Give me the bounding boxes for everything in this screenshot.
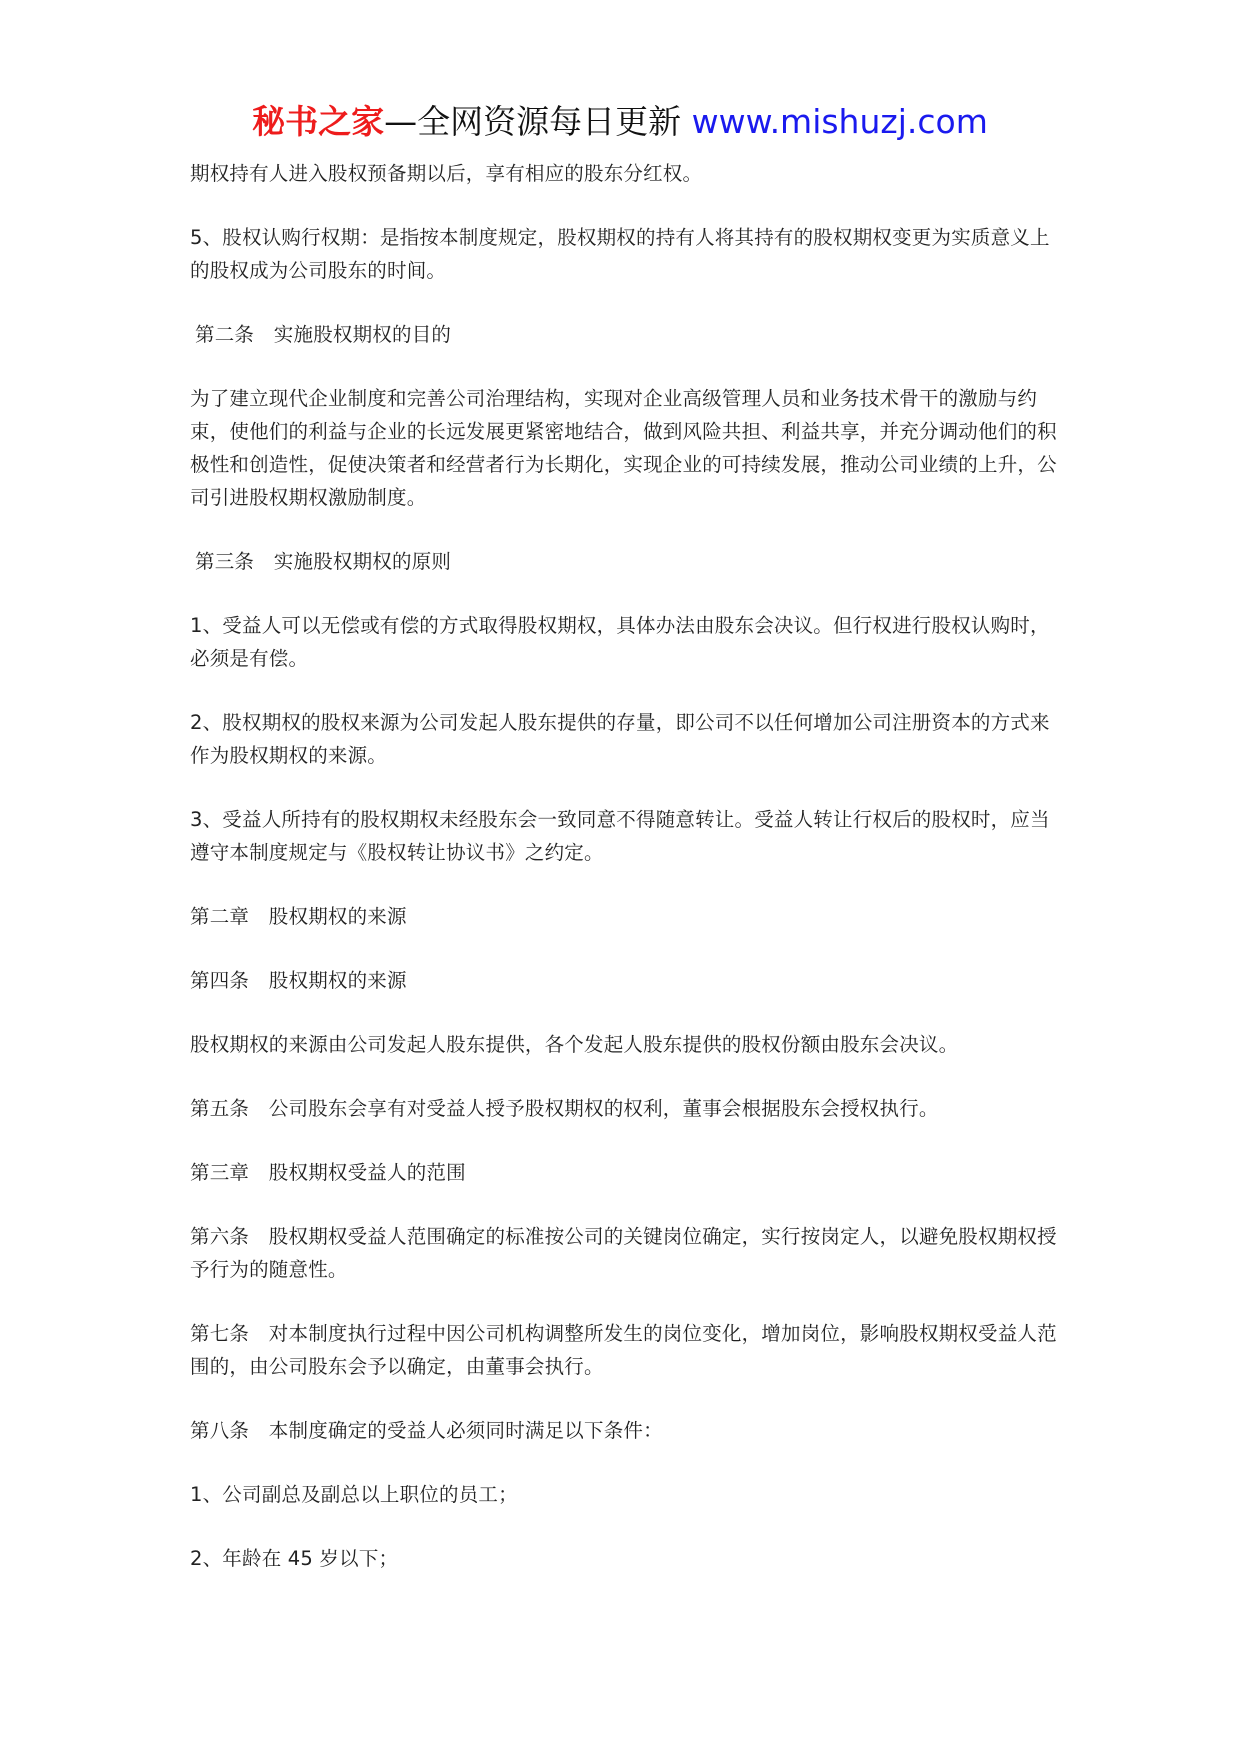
- list-item: 1、公司副总及副总以上职位的员工；: [190, 1483, 518, 1506]
- paragraph: 5、股权认购行权期：是指按本制度规定，股权期权的持有人将其持有的股权期权变更为实质意义上的股权成为公司股东的时间。: [190, 226, 1050, 282]
- article-paragraph: 第六条 股权期权受益人范围确定的标准按公司的关键岗位确定，实行按岗定人，以避免股权期权授予行为的随意性。: [190, 1225, 1057, 1281]
- list-item: 2、股权期权的股权来源为公司发起人股东提供的存量，即公司不以任何增加公司注册资本的方式来作为股权期权的来源。: [190, 711, 1050, 767]
- document-body: [190, 157, 1060, 1606]
- article-heading: 第二条 实施股权期权的目的: [195, 323, 452, 346]
- site-url-link[interactable]: www.mishuzj.com: [691, 102, 988, 141]
- list-item: 3、受益人所持有的股权期权未经股东会一致同意不得随意转让。受益人转让行权后的股权时，应当遵守本制度规定与《股权转让协议书》之约定。: [190, 808, 1050, 864]
- article-paragraph: 第八条 本制度确定的受益人必须同时满足以下条件：: [190, 1419, 663, 1442]
- article-heading: 第四条 股权期权的来源: [190, 969, 407, 992]
- paragraph: 股权期权的来源由公司发起人股东提供，各个发起人股东提供的股权份额由股东会决议。: [190, 1033, 959, 1056]
- brand-name: 秘书之家: [252, 102, 385, 141]
- article-paragraph: 第五条 公司股东会享有对受益人授予股权期权的权利，董事会根据股东会授权执行。: [190, 1097, 939, 1120]
- site-header: [0, 102, 1240, 142]
- paragraph: 期权持有人进入股权预备期以后，享有相应的股东分红权。: [190, 162, 703, 185]
- article-heading: 第三条 实施股权期权的原则: [195, 550, 452, 573]
- header-tagline: —全网资源每日更新: [384, 102, 682, 141]
- paragraph: 为了建立现代企业制度和完善公司治理结构，实现对企业高级管理人员和业务技术骨干的激励与约束，使他们的利益与企业的长远发展更紧密地结合，做到风险共担、利益共享，并充分调动他们的积极性和创造性，促使决策者和经营者行为长期化，实现企业的可持续发展，推动公司业绩的上升，公司引进股权期权激励制度。: [190, 387, 1057, 509]
- chapter-heading: 第二章 股权期权的来源: [190, 905, 407, 928]
- article-paragraph: 第七条 对本制度执行过程中因公司机构调整所发生的岗位变化，增加岗位，影响股权期权受益人范围的，由公司股东会予以确定，由董事会执行。: [190, 1322, 1057, 1378]
- list-item: 2、年龄在 45 岁以下；: [190, 1547, 399, 1570]
- list-item: 1、受益人可以无偿或有偿的方式取得股权期权，具体办法由股东会决议。但行权进行股权认购时，必须是有偿。: [190, 614, 1050, 670]
- chapter-heading: 第三章 股权期权受益人的范围: [190, 1161, 466, 1184]
